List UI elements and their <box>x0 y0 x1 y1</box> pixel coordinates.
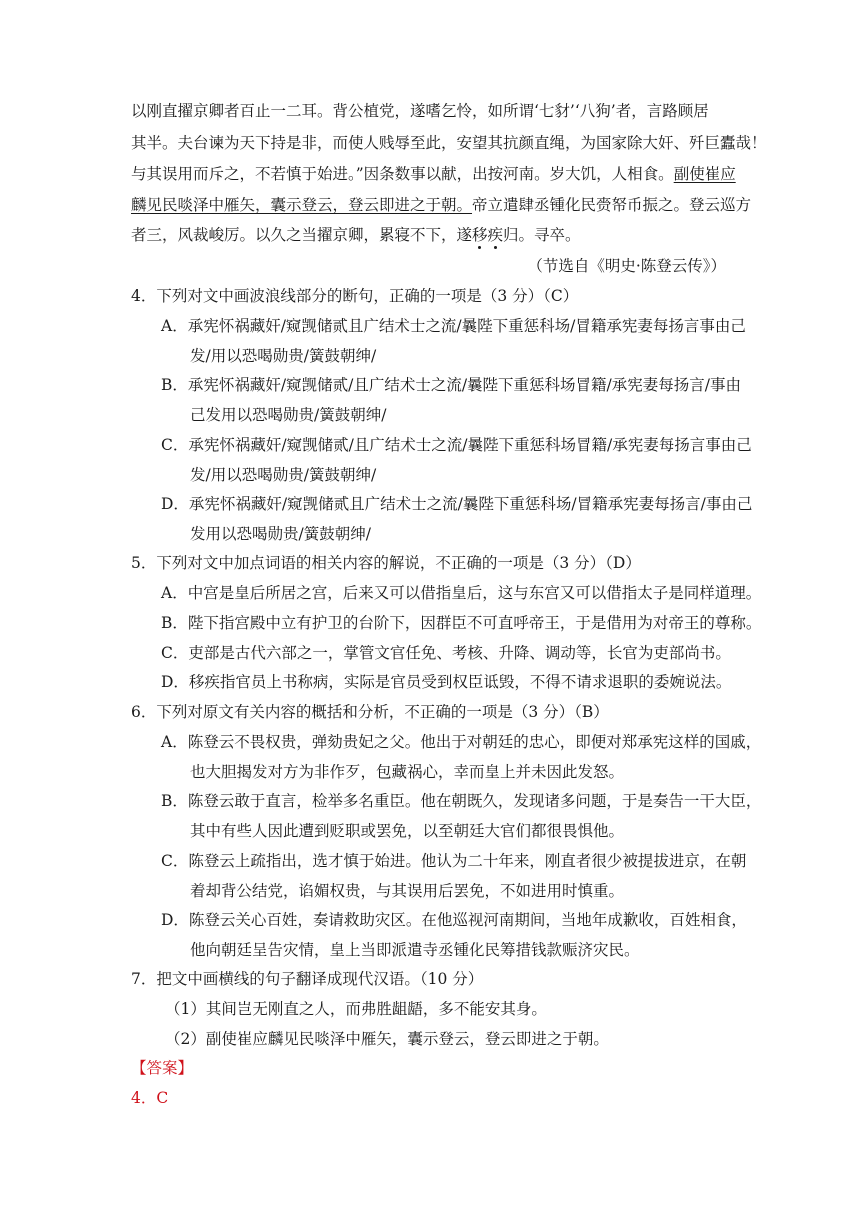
q6-option-a: A．陈登云不畏权贵，弹劾贵妃之父。他出于对朝廷的忠心，即便对郑承宪这样的国戚， <box>161 733 762 751</box>
q6-option-c-cont: 着却背公结党，谄媚权贵，与其误用后罢免，不如进用时慎重。 <box>190 882 625 900</box>
q5-option-d: D．移疾指官员上书称病，实际是官员受到权臣诋毁，不得不请求退职的委婉说法。 <box>161 673 732 691</box>
q4-option-b-cont: 己发用以恐喝勋贵/簧鼓朝绅/ <box>190 406 387 424</box>
question-5-stem: 5．下列对文中加点词语的相关内容的解说，不正确的一项是（3 分）（D） <box>131 554 641 572</box>
q5-option-a: A．中宫是皇后所居之宫，后来又可以借指皇后，这与东宫又可以借指太子是同样道理。 <box>161 584 762 602</box>
q4-option-a-cont: 发/用以恐喝勋贵/簧鼓朝绅/ <box>190 347 377 365</box>
q6-option-a-cont: 也大胆揭发对方为非作歹，包藏祸心，幸而皇上并未因此发怒。 <box>190 763 625 781</box>
passage-text: 者三，风裁峻厉。以久之当擢京卿，累寝不下，遂 <box>131 226 473 244</box>
passage-line-5 <box>131 225 581 245</box>
q4-option-c: C．承宪怀祸藏奸/窥觊储贰/且广结术士之流/曩陛下重惩科场冒籍/承宪妻每扬言事由己 <box>161 436 752 454</box>
underlined-sentence: 麟见民啖泽中雁矢，囊示登云，登云即进之于朝。 <box>131 196 473 214</box>
q6-option-d: D．陈登云关心百姓，奏请救助灾区。在他巡视河南期间，当地年成歉收，百姓相食， <box>161 911 747 929</box>
dotted-word-char: 移 <box>472 226 488 244</box>
q5-option-c: C．吏部是古代六部之一，掌管文官任免、考核、升降、调动等，长官为吏部尚书。 <box>161 644 731 662</box>
q6-option-c: C．陈登云上疏指出，选才慎于始进。他认为二十年来，刚直者很少被提拔进京，在朝 <box>161 852 747 870</box>
question-7-stem: 7．把文中画横线的句子翻译成现代汉语。（10 分） <box>131 970 484 988</box>
underlined-sentence: 副使崔应 <box>673 165 736 183</box>
passage-source: （节选自《明史·陈登云传》） <box>527 257 726 275</box>
q7-sentence-1: （1）其间岂无刚直之人，而弗胜龃龉，多不能安其身。 <box>165 1000 547 1018</box>
question-4-stem: 4．下列对文中画波浪线部分的断句，正确的一项是（3 分）（C） <box>131 287 579 305</box>
q4-option-a: A．承宪怀祸藏奸/窥觊储贰且广结术士之流/曩陛下重惩科场/冒籍承宪妻每扬言事由己 <box>161 317 746 335</box>
q4-option-b: B．承宪怀祸藏奸/窥觊储贰/且广结术士之流/曩陛下重惩科场冒籍/承宪妻每扬言/事由 <box>161 376 742 394</box>
passage-line-2: 其半。夫台谏为天下持是非，而使人贱辱至此，安望其抗颜直绳，为国家除大奸、歼巨蠹哉！ <box>131 134 767 152</box>
q4-option-d-cont: 发用以恐喝勋贵/簧鼓朝绅/ <box>190 525 371 543</box>
passage-text: 归。寻卒。 <box>503 226 581 244</box>
passage-line-3 <box>131 164 736 184</box>
question-6-stem: 6．下列对原文有关内容的概括和分析，不正确的一项是（3 分）（B） <box>131 703 609 721</box>
passage-text: 帝立遣肆丞锺化民赍帑币振之。登云巡方 <box>472 196 752 214</box>
q6-option-b: B．陈登云敢于直言，检举多名重臣。他在朝既久，发现诸多问题，于是奏告一干大臣， <box>161 792 762 810</box>
q4-option-d: D．承宪怀祸藏奸/窥觊储贰且广结术士之流/曩陛下重惩科场/冒籍承宪妻每扬言/事由己 <box>161 495 753 513</box>
answer-4: 4．C <box>131 1089 169 1107</box>
answer-label: 【答案】 <box>131 1059 194 1077</box>
q5-option-b: B．陛下指宫殿中立有护卫的台阶下，因群臣不可直呼帝王，于是借用为对帝王的尊称。 <box>161 614 762 632</box>
dotted-word-char: 疾 <box>487 226 504 244</box>
passage-text: 与其误用而斥之，不若慎于始进。”因条数事以献，出按河南。岁大饥，人相食。 <box>131 165 674 183</box>
q4-option-c-cont: 发/用以恐喝勋贵/簧鼓朝绅/ <box>190 466 377 484</box>
q6-option-b-cont: 其中有些人因此遭到贬职或罢免，以至朝廷大官们都很畏惧他。 <box>190 822 625 840</box>
q7-sentence-2: （2）副使崔应麟见民啖泽中雁矢，囊示登云，登云即进之于朝。 <box>165 1030 609 1048</box>
q6-option-d-cont: 他向朝廷呈告灾情，皇上当即派遣寺丞锺化民筹措钱款赈济灾民。 <box>190 941 640 959</box>
passage-line-1: 以刚直擢京卿者百止一二耳。背公植党，遂嗜乞怜，如所谓‘七豺’‘八狗’者，言路顾居 <box>131 102 709 120</box>
passage-line-4 <box>131 195 751 215</box>
